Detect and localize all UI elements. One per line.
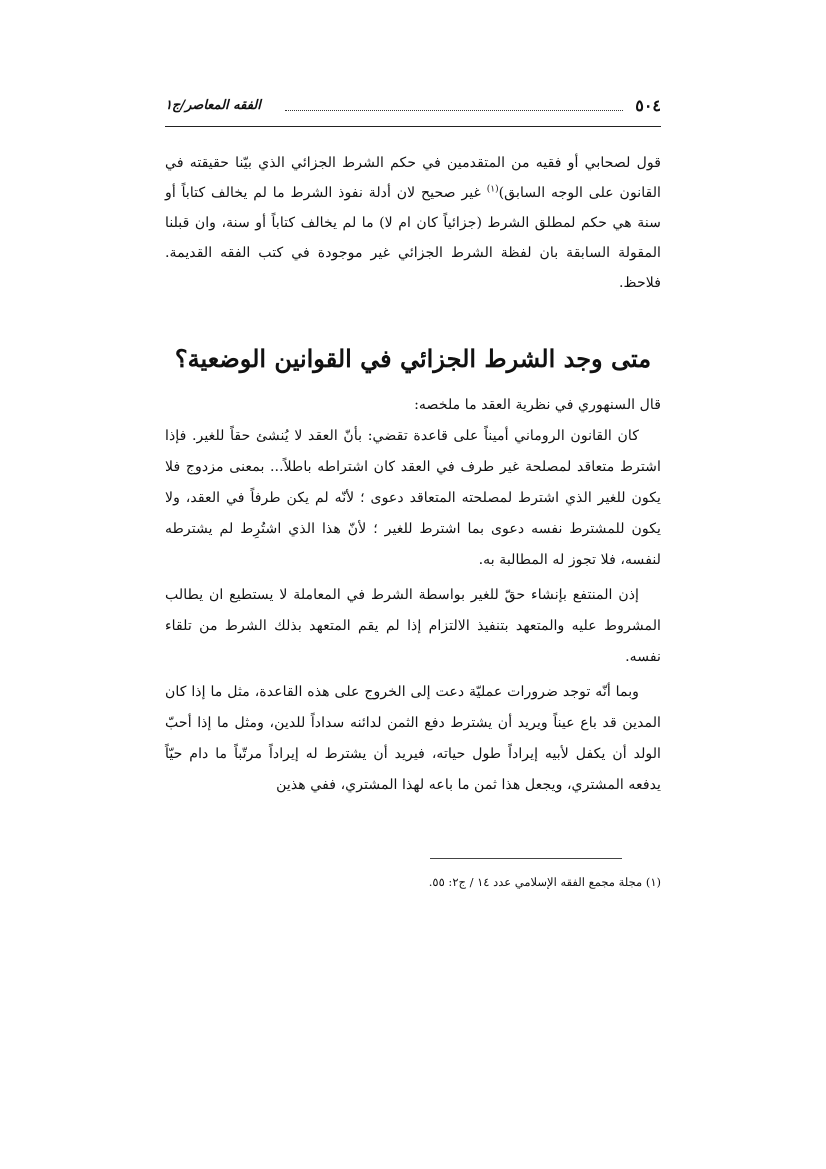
footnote-divider bbox=[430, 858, 622, 859]
page-number: ٥٠٤ bbox=[635, 96, 661, 115]
section-paragraph: كان القانون الروماني أميناً على قاعدة تقضي: بأنّ العقد لا يُنشئ حقاً للغير. فإذا اشترط متعاقد لمصلحة غير طرف في العقد كان اشتراطه باطلاً... بمعنى مزدوج فلا يكون للغير الذي اشترط لمصلحته المتعاقد دعوى ؛ لأنّه لم يكن طرفاً في العقد، ولا يكون للمشترط نفسه دعوى بما اشترط للغير ؛ لأنّ هذا الذي اشتُرِط لم يشترطه لنفسه، فلا تجوز له المطالبة به. bbox=[165, 428, 661, 568]
running-header bbox=[165, 92, 661, 127]
opening-paragraph bbox=[165, 148, 661, 298]
footnote: (١) مجلة مجمع الفقه الإسلامي عدد ١٤ / ج٢: ٥٥. bbox=[428, 875, 661, 889]
section-heading: متى وجد الشرط الجزائي في القوانين الوضعية؟ bbox=[174, 344, 652, 373]
opening-paragraph-block bbox=[165, 148, 661, 298]
section-intro: قال السنهوري في نظرية العقد ما ملخصه: bbox=[414, 397, 661, 413]
footnote-reference: (١) bbox=[486, 184, 499, 195]
header-leader-dots bbox=[285, 110, 623, 111]
opening-paragraph-text-end: غير صحيح لان أدلة نفوذ الشرط ما لم يخالف كتاباً أو سنة هي حكم لمطلق الشرط (جزائياً كان ام لا) ما لم يخالف كتاباً أو سنة، وان قبلنا المقولة السابقة بان لفظة الشرط الجزائي غير موجودة في كتب الفقه القديمة. فلاحظ. bbox=[165, 185, 661, 291]
section-body bbox=[165, 390, 661, 801]
book-title: الفقه المعاصر/ج١ bbox=[165, 98, 261, 113]
opening-paragraph-text-start: قول لصحابي أو فقيه من المتقدمين في حكم الشرط الجزائي الذي بيّنا حقيقته في القانون على الوجه السابق) bbox=[165, 155, 661, 201]
section-paragraph: إذن المنتفع بإنشاء حقّ للغير بواسطة الشرط في المعاملة لا يستطيع ان يطالب المشروط عليه والمتعهد بتنفيذ الالتزام إذا لم يقم المتعهد بذلك الشرط من تلقاء نفسه. bbox=[165, 587, 661, 665]
section-paragraph: وبما أنّه توجد ضرورات عمليّة دعت إلى الخروج على هذه القاعدة، مثل ما إذا كان المدين قد باع عيناً ويريد أن يشترط دفع الثمن لدائنه سداداً للدين، ومثل ما إذا أحبّ الولد أن يكفل لأبيه إيراداً طول حياته، فيريد أن يشترط له إيراداً مرتّباً ما دام حيّاً يدفعه المشتري، ويجعل هذا ثمن ما باعه لهذا المشتري، ففي هذين bbox=[165, 684, 661, 793]
